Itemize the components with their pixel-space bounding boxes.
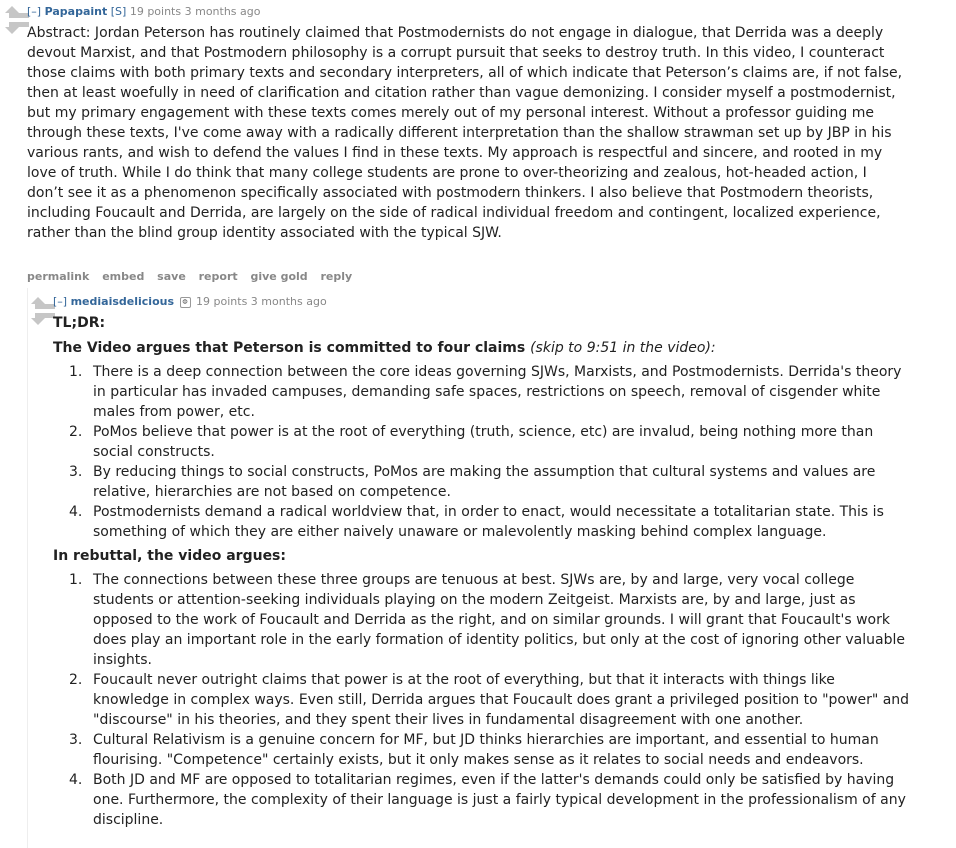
rebuttal-text: Foucault never outright claims that power is at the root of everything, but that it interacts with things like knowledge in complex ways. Even still, Derrida argues that Foucault does grant a privileged position to "power" and "discourse" in his theories, and they spent their lives in fundamental disagreement with one another. xyxy=(93,672,910,728)
save-button[interactable]: save xyxy=(157,270,186,283)
list-item: 1. The connections between these three groups are tenuous at best. SJWs are, by and large, very vocal college students or attention-seeking individuals playing on the modern Zeitgeist. Marxists are, by and large, just as opposed to the work of Foucault and Derrida as the right, and on similar grounds. I will grant that Foucault's work does play an important role in the early formation of identity politics, but only at the cost of ignoring other valuable insights. xyxy=(69,572,905,668)
submitter-badge[interactable]: [S] xyxy=(110,5,127,18)
list-item: 3. By reducing things to social constructs, PoMos are making the assumption that cultural systems and values are relative, hierarchies are not based on competence. xyxy=(69,464,876,500)
list-item: 1. There is a deep connection between the core ideas governing SJWs, Marxists, and Postmodernists. Derrida's theory in particular has invaded campuses, demanding safe spaces, restrictions on speech, removal of cisgender white males from power, etc. xyxy=(69,364,902,420)
rebuttal-list xyxy=(53,570,913,830)
claim-text: Postmodernists demand a radical worldview that, in order to enact, would necessitate a totalitarian state. This is something of which they are either naively unaware or malevolently masking behind complex language. xyxy=(93,504,884,540)
give-gold-button[interactable]: give gold xyxy=(250,270,308,283)
rebuttal-text: Cultural Relativism is a genuine concern for MF, but JD thinks hierarchies are important, and essential to human flourising. "Competence" certainly exists, but it only makes sense as it relates to social needs and endeavors. xyxy=(93,732,879,768)
reply-button[interactable]: reply xyxy=(320,270,353,283)
claims-heading xyxy=(53,338,913,358)
claim-text: By reducing things to social constructs, PoMos are making the assumption that cultural systems and values are relative, hierarchies are not based on competence. xyxy=(93,464,876,500)
list-item: 2. Foucault never outright claims that power is at the root of everything, but that it interacts with things like knowledge in complex ways. Even still, Derrida argues that Foucault does grant a privileged position to "power" and "discourse" in his theories, and they spent their lives in fundamental disagreement with one another. xyxy=(69,672,910,728)
reply-comment-body xyxy=(53,313,913,830)
comment-meta: 19 points 3 months ago xyxy=(129,5,261,18)
downvote-arrow-icon[interactable] xyxy=(5,22,21,34)
rebuttal-text: Both JD and MF are opposed to totalitarian regimes, even if the latter's demands could only be satisfied by having one. Furthermore, the complexity of their language is just a fairly typical development in the professionalism of any discipline. xyxy=(93,772,906,828)
author-link[interactable]: Papapaint xyxy=(44,5,108,18)
list-item: 4. Postmodernists demand a radical worldview that, in order to enact, would necessitate a totalitarian state. This is something of which they are either naively unaware or malevolently masking behind complex language. xyxy=(69,504,884,540)
author-link[interactable]: mediaisdelicious xyxy=(70,295,175,308)
rebuttal-heading: In rebuttal, the video argues: xyxy=(53,548,286,564)
downvote-arrow-icon[interactable] xyxy=(31,313,47,325)
upvote-arrow-icon[interactable] xyxy=(5,6,21,18)
parent-tagline xyxy=(27,5,260,18)
upvote-arrow-icon[interactable] xyxy=(31,297,47,309)
collapse-toggle[interactable]: [–] xyxy=(27,5,42,18)
parent-comment-buttons xyxy=(27,270,361,283)
parent-vote-arrows xyxy=(5,6,21,34)
report-button[interactable]: report xyxy=(198,270,238,283)
claims-list xyxy=(53,362,913,542)
list-item: 4. Both JD and MF are opposed to totalitarian regimes, even if the latter's demands could only be satisfied by having one. Furthermore, the complexity of their language is just a fairly typical development in the professionalism of any discipline. xyxy=(69,772,906,828)
embed-button[interactable]: embed xyxy=(102,270,145,283)
reply-vote-arrows xyxy=(31,297,47,325)
claims-heading-text: The Video argues that Peterson is committed to four claims xyxy=(53,340,526,356)
list-item: 3. Cultural Relativism is a genuine concern for MF, but JD thinks hierarchies are important, and essential to human flourising. "Competence" certainly exists, but it only makes sense as it relates to social needs and endeavors. xyxy=(69,732,879,768)
reply-tagline xyxy=(53,295,327,308)
flair-phi-icon: Φ xyxy=(180,297,191,308)
comment-meta: 19 points 3 months ago xyxy=(196,295,327,308)
claim-text: PoMos believe that power is at the root of everything (truth, science, etc) are invalud, being nothing more than social constructs. xyxy=(93,424,874,460)
permalink-button[interactable]: permalink xyxy=(27,270,90,283)
collapse-toggle[interactable]: [–] xyxy=(53,295,68,308)
tldr-heading: TL;DR: xyxy=(53,315,106,331)
claims-heading-note: (skip to 9:51 in the video): xyxy=(530,340,716,356)
rebuttal-text: The connections between these three groups are tenuous at best. SJWs are, by and large, very vocal college students or attention-seeking individuals playing on the modern Zeitgeist. Marxists are, by and large, just as opposed to the work of Foucault and Derrida as the right, and on similar grounds. I will grant that Foucault's work does play an important role in the early formation of identity politics, but only at the cost of ignoring other valuable insights. xyxy=(93,572,905,668)
claim-text: There is a deep connection between the core ideas governing SJWs, Marxists, and Postmodernists. Derrida's theory in particular has invaded campuses, demanding safe spaces, restrictions on speech, removal of cisgender white males from power, etc. xyxy=(93,364,902,420)
list-item: 2. PoMos believe that power is at the root of everything (truth, science, etc) are invalud, being nothing more than social constructs. xyxy=(69,424,874,460)
parent-comment-body: Abstract: Jordan Peterson has routinely claimed that Postmodernists do not engage in dialogue, that Derrida was a deeply devout Marxist, and that Postmodern philosophy is a corrupt pursuit that seeks to destroy truth. In this video, I counteract those claims with both primary texts and secondary interpreters, all of which indicate that Peterson’s claims are, if not false, then at least woefully in need of clarification and citation rather than vague demonizing. I consider myself a postmodernist, but my primary engagement with these texts comes merely out of my personal interest. Without a professor guiding me through these texts, I've come away with a radically different interpretation than the shallow strawman set up by JBP in his various rants, and wish to defend the values I find in these texts. My approach is respectful and sincere, and rooted in my love of truth. While I do think that many college students are prone to over-theorizing and zealous, hot-headed action, I don’t see it as a phenomenon specifically associated with postmodern thinkers. I also believe that Postmodern theorists, including Foucault and Derrida, are largely on the side of radical individual freedom and contingent, localized experience, rather than the blind group identity associated with the typical SJW. xyxy=(27,25,903,241)
thread-line xyxy=(27,288,28,848)
